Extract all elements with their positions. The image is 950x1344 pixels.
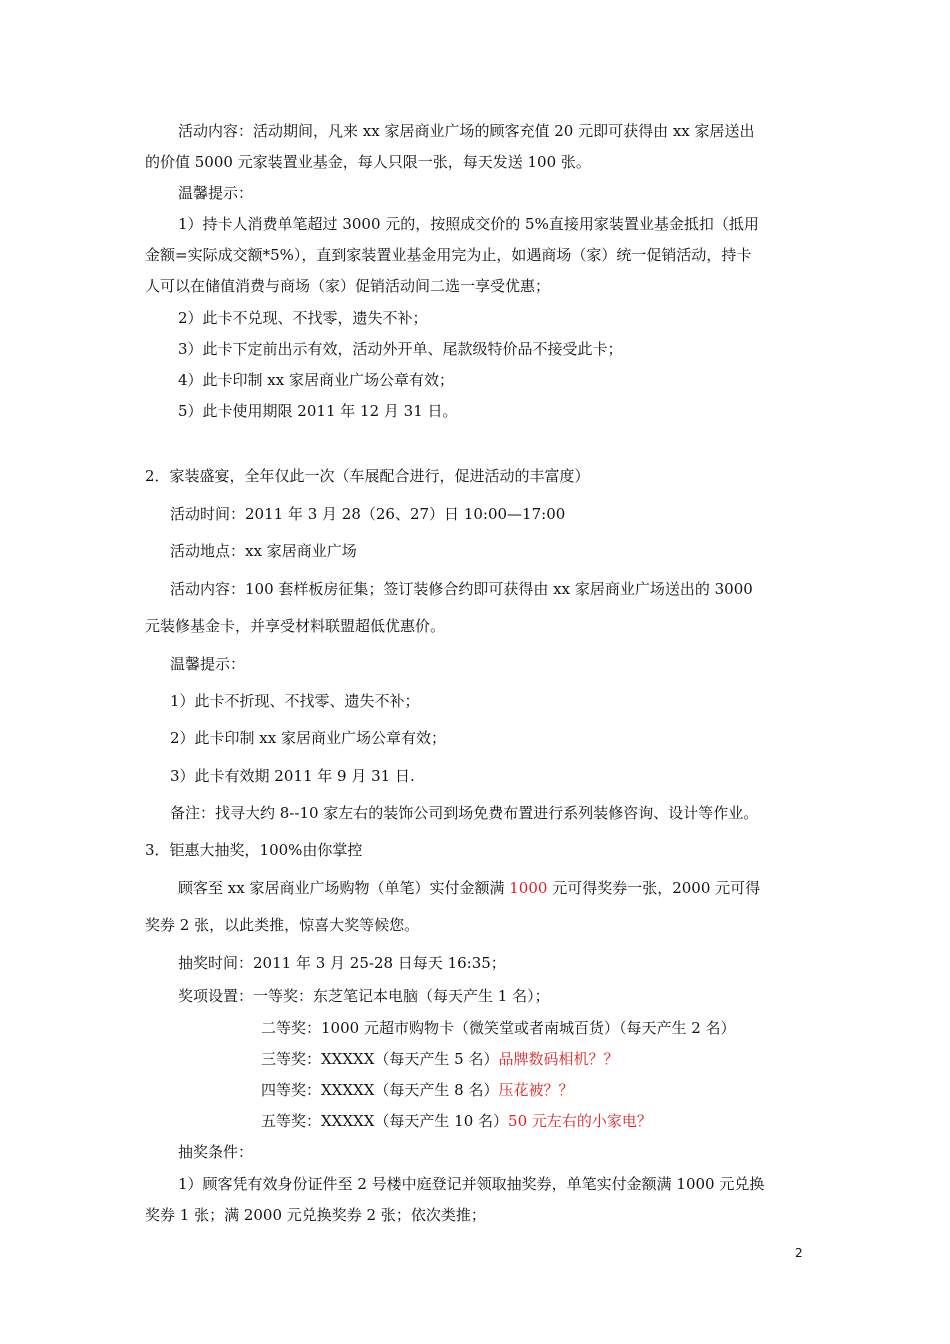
s3-prize4-highlight: 压花被？？: [498, 1081, 574, 1099]
s1-tip-title: 温馨提示：: [178, 184, 254, 202]
s2-tip3: 3）此卡有效期 2011 年 9 月 31 日.: [170, 767, 415, 785]
s3-prize5: [261, 1111, 652, 1131]
s3-prize5-text: 五等奖：XXXXX（每天产生 10 名）: [261, 1112, 509, 1130]
s3-para1-text-b: 元可得奖券一张，2000 元可得: [547, 879, 761, 897]
s3-para1-line2: 奖券 2 张，以此类推，惊喜大奖等候您。: [145, 916, 420, 934]
s1-tip4: 4）此卡印制 xx 家居商业广场公章有效；: [178, 371, 455, 389]
s1-tip1-line2: 金额=实际成交额*5%），直到家装置业基金用完为止，如遇商场（家）统一促销活动，持卡: [145, 246, 752, 264]
s1-content-line2: 的价值 5000 元家装置业基金，每人只限一张，每天发送 100 张。: [145, 153, 591, 171]
s3-para1-highlight: 1000: [509, 879, 548, 897]
s1-tip5: 5）此卡使用期限 2011 年 12 月 31 日。: [178, 402, 458, 420]
s3-cond1-line2: 奖券 1 张；满 2000 元兑换奖券 2 张；依次类推；: [145, 1206, 486, 1224]
s2-tip1: 1）此卡不折现、不找零、遗失不补；: [170, 692, 420, 710]
s3-para1-line1: [178, 878, 760, 898]
s3-prize2: 二等奖：1000 元超市购物卡（微笑堂或者南城百货）（每天产生 2 名）: [261, 1019, 736, 1037]
s2-content-line1: 活动内容：100 套样板房征集；签订装修合约即可获得由 xx 家居商业广场送出的 3000: [170, 580, 753, 598]
s2-tip2: 2）此卡印制 xx 家居商业广场公章有效；: [170, 729, 447, 747]
s2-place: 活动地点：xx 家居商业广场: [170, 542, 357, 560]
s1-content-line1: 活动内容：活动期间，凡来 xx 家居商业广场的顾客充值 20 元即可获得由 xx 家居送出: [178, 122, 755, 140]
s2-heading: 2．家装盛宴，全年仅此一次（车展配合进行，促进活动的丰富度）: [145, 467, 590, 485]
s3-prize3-highlight: 品牌数码相机？？: [498, 1050, 619, 1068]
s1-tip3: 3）此卡下定前出示有效，活动外开单、尾款级特价品不接受此卡；: [178, 340, 623, 358]
s3-para1-text-a: 顾客至 xx 家居商业广场购物（单笔）实付金额满: [178, 879, 510, 897]
s3-prize-label: 奖项设置：: [178, 987, 254, 1005]
s3-draw-time: 抽奖时间：2011 年 3 月 25-28 日每天 16:35；: [178, 954, 506, 972]
s3-prize3-text: 三等奖：XXXXX（每天产生 5 名）: [261, 1050, 499, 1068]
s3-prize3: [261, 1049, 619, 1069]
s2-time: 活动时间：2011 年 3 月 28（26、27）日 10:00—17:00: [170, 505, 566, 523]
s3-prize-row1: [178, 986, 550, 1006]
s3-prize1: 一等奖：东芝笔记本电脑（每天产生 1 名）；: [253, 987, 550, 1005]
s3-prize4: [261, 1080, 574, 1100]
s3-prize5-highlight: 50 元左右的小家电？: [508, 1112, 652, 1130]
page-number: 2: [795, 1246, 803, 1260]
s3-prize4-text: 四等奖：XXXXX（每天产生 8 名）: [261, 1081, 499, 1099]
s2-tip-title: 温馨提示：: [170, 655, 246, 673]
s2-note: 备注：找寻大约 8--10 家左右的装饰公司到场免费布置进行系列装修咨询、设计等作业。: [170, 804, 759, 822]
s3-cond1-line1: 1）顾客凭有效身份证件至 2 号楼中庭登记并领取抽奖券，单笔实付金额满 1000 元兑换: [178, 1175, 765, 1193]
s1-tip2: 2）此卡不兑现、不找零，遗失不补；: [178, 309, 428, 327]
s3-cond-title: 抽奖条件：: [178, 1143, 254, 1161]
s1-tip1-line1: 1）持卡人消费单笔超过 3000 元的，按照成交价的 5%直接用家装置业基金抵扣（抵用: [178, 215, 759, 233]
s1-tip1-line3: 人可以在储值消费与商场（家）促销活动间二选一享受优惠；: [145, 277, 551, 295]
s2-content-line2: 元装修基金卡，并享受材料联盟超低优惠价。: [145, 617, 446, 635]
s3-heading: 3．钜惠大抽奖，100%由你掌控: [145, 841, 363, 859]
